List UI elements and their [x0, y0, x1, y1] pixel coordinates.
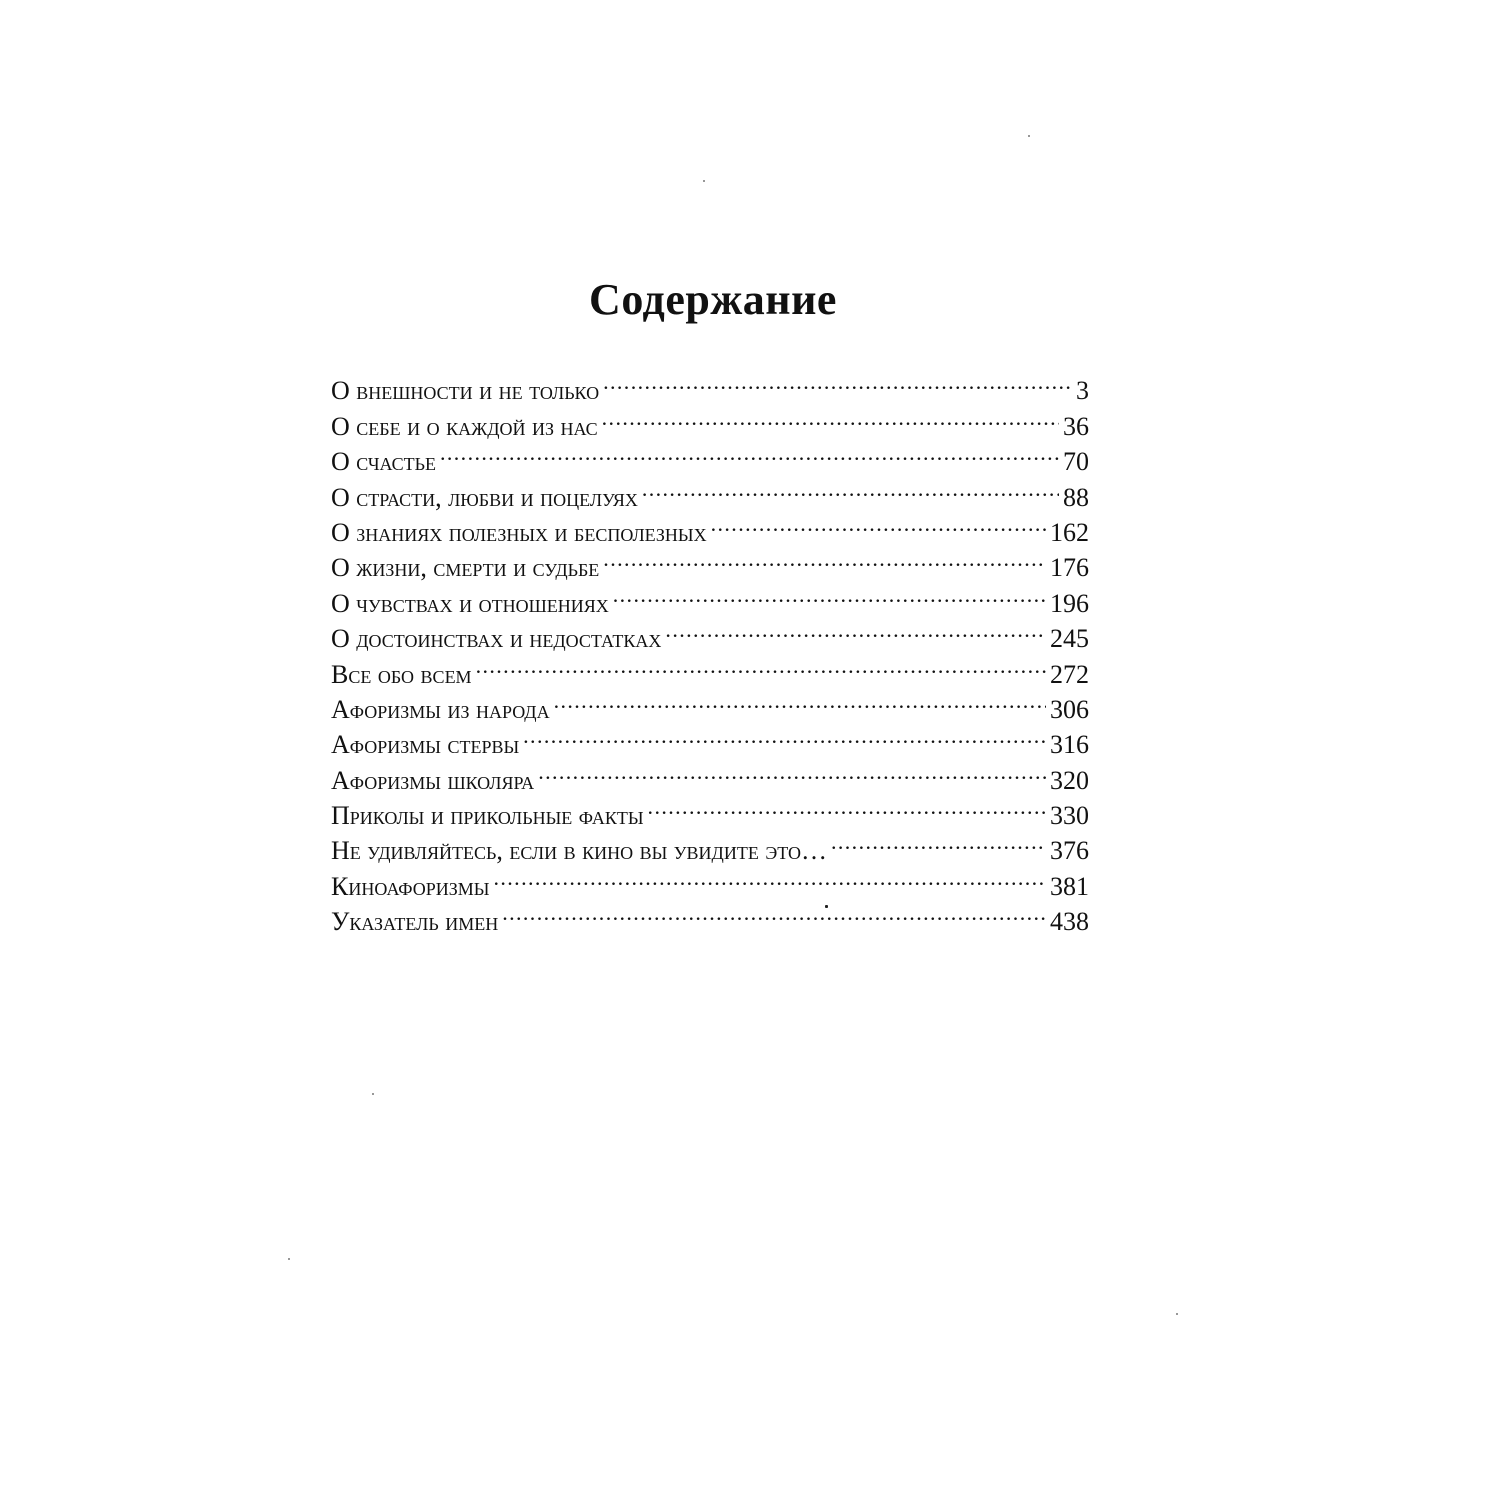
table-of-contents: [331, 364, 1089, 937]
toc-entry: [331, 470, 1089, 512]
page-title: Содержание: [589, 275, 837, 325]
toc-entry: [331, 364, 1089, 406]
toc-entry-title: О чувствах и отношениях: [331, 588, 609, 618]
toc-leader-dots: [613, 576, 1046, 611]
toc-entry-title: О внешности и не только: [331, 376, 600, 406]
scan-speck: [825, 905, 828, 908]
toc-entry-page: 381: [1050, 871, 1089, 901]
toc-entry-page: 438: [1050, 907, 1089, 937]
toc-leader-dots: [502, 895, 1046, 930]
toc-entry-title: О себе и о каждой из нас: [331, 411, 598, 441]
toc-leader-dots: [603, 364, 1072, 399]
toc-entry-title: О счастье: [331, 447, 436, 477]
toc-entry-title: Киноафоризмы: [331, 871, 490, 901]
toc-entry-title: Указатель имен: [331, 907, 499, 937]
scan-speck: [372, 1093, 374, 1095]
toc-entry-page: 320: [1050, 765, 1089, 795]
scan-speck: [288, 1258, 290, 1260]
toc-entry-page: 272: [1050, 659, 1089, 689]
toc-entry-page: 316: [1050, 730, 1089, 760]
toc-entry-title: Приколы и прикольные факты: [331, 801, 644, 831]
toc-entry-title: Афоризмы из народа: [331, 694, 550, 724]
toc-leader-dots: [648, 789, 1046, 824]
toc-entry-page: 88: [1063, 482, 1089, 512]
toc-entry-page: 36: [1063, 411, 1089, 441]
toc-entry-title: О знаниях полезных и бесполезных: [331, 517, 707, 547]
toc-entry-page: 330: [1050, 801, 1089, 831]
toc-leader-dots: [493, 859, 1046, 894]
toc-leader-dots: [831, 824, 1046, 859]
toc-entry-page: 196: [1050, 588, 1089, 618]
scan-speck: [1028, 135, 1030, 137]
toc-entry-title: О жизни, смерти и судьбе: [331, 553, 600, 583]
toc-entry-page: 176: [1050, 553, 1089, 583]
toc-entry-title: Не удивляйтесь, если в кино вы увидите это…: [331, 836, 827, 866]
toc-entry-title: О страсти, любви и поцелуях: [331, 482, 638, 512]
toc-entry-title: Афоризмы стервы: [331, 730, 520, 760]
toc-leader-dots: [665, 612, 1046, 647]
toc-entry-page: 70: [1063, 447, 1089, 477]
toc-leader-dots: [476, 647, 1046, 682]
toc-leader-dots: [602, 399, 1059, 434]
toc-leader-dots: [538, 753, 1046, 788]
scan-speck: [1176, 1313, 1178, 1315]
toc-leader-dots: [523, 718, 1046, 753]
toc-entry-page: 245: [1050, 624, 1089, 654]
toc-entry-page: 376: [1050, 836, 1089, 866]
scan-speck: [703, 180, 705, 182]
toc-entry-page: 3: [1076, 376, 1089, 406]
toc-leader-dots: [440, 435, 1059, 470]
toc-leader-dots: [603, 541, 1046, 576]
toc-entry-title: Все обо всем: [331, 659, 472, 689]
toc-leader-dots: [711, 506, 1046, 541]
toc-entry-title: Афоризмы школяра: [331, 765, 535, 795]
toc-entry-title: О достоинствах и недостатках: [331, 624, 662, 654]
toc-leader-dots: [642, 470, 1059, 505]
toc-entry-page: 306: [1050, 694, 1089, 724]
toc-entry: [331, 435, 1089, 477]
toc-leader-dots: [554, 683, 1046, 718]
toc-entry-page: 162: [1050, 517, 1089, 547]
